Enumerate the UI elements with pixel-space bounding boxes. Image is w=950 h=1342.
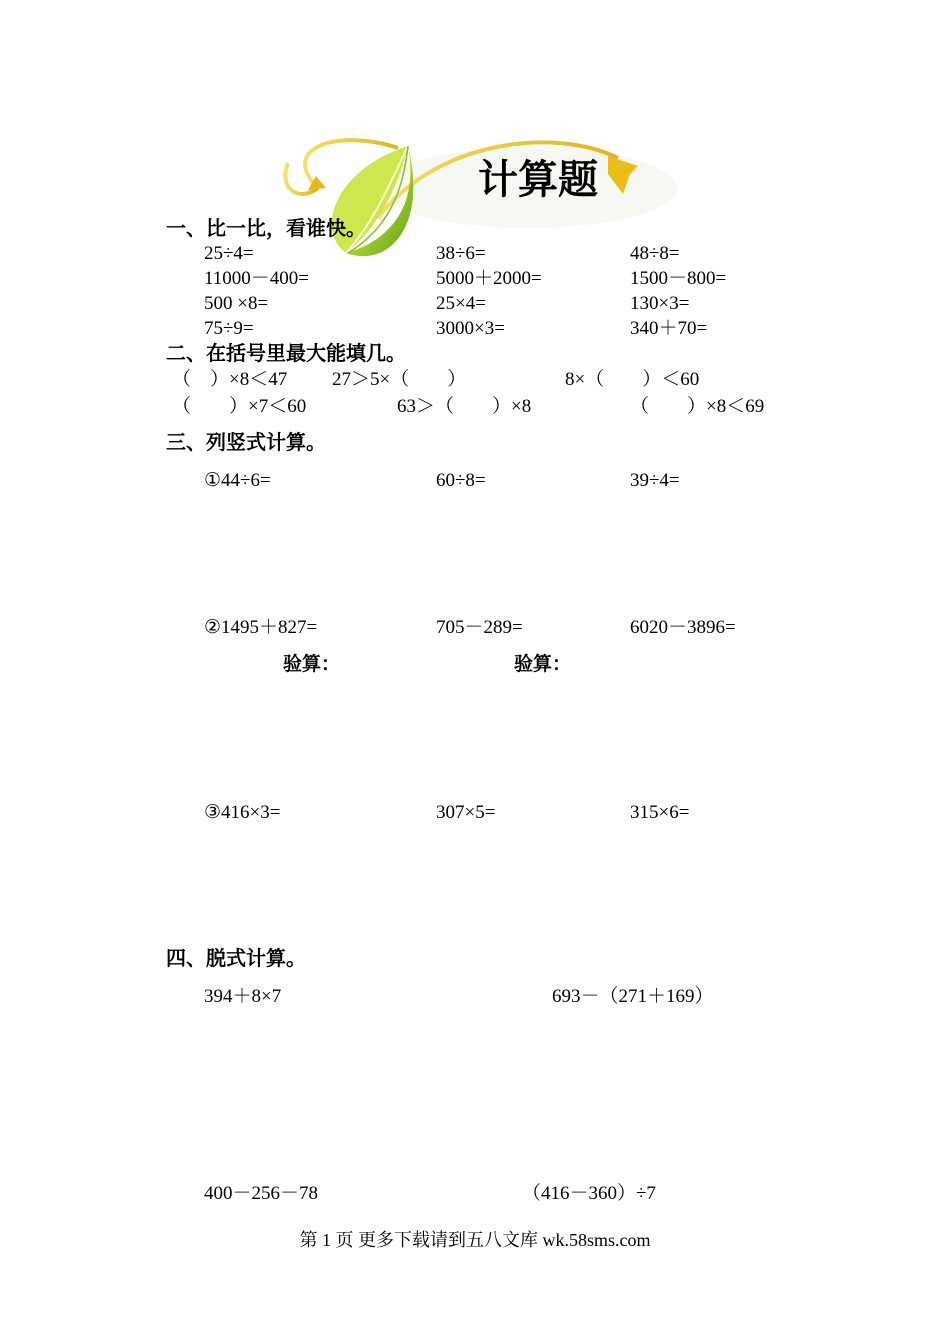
section3-item: 39÷4= xyxy=(630,470,680,491)
section2-item: 63＞（ ）×8 xyxy=(397,396,532,417)
section4-item: （416－360）÷7 xyxy=(522,1183,656,1204)
check-label: 验算： xyxy=(283,654,341,675)
section4-item: 400－256－78 xyxy=(204,1183,319,1204)
section1-item: 25×4= xyxy=(436,293,486,314)
section3-item: 307×5= xyxy=(436,802,496,823)
banner-title: 计算题 xyxy=(478,156,598,203)
section1-item: 38÷6= xyxy=(436,243,486,264)
section1-item: 25÷4= xyxy=(204,243,254,264)
section1-item: 5000＋2000= xyxy=(436,268,542,289)
section1-item: 500 ×8= xyxy=(204,293,269,314)
section2-item: 8×（ ）＜60 xyxy=(565,369,700,390)
section3-item: 705－289= xyxy=(436,617,523,638)
section3-item: 315×6= xyxy=(630,802,690,823)
section3-heading: 三、列竖式计算。 xyxy=(166,432,326,454)
section2-heading: 二、在括号里最大能填几。 xyxy=(166,343,406,365)
section1-item: 75÷9= xyxy=(204,318,254,339)
section1-item: 11000－400= xyxy=(204,268,310,289)
section2-item: 27＞5×（ ） xyxy=(332,369,467,390)
section2-item: （ ）×8＜69 xyxy=(630,396,765,417)
section4-heading: 四、脱式计算。 xyxy=(166,948,306,970)
section3-item: 60÷8= xyxy=(436,470,486,491)
section1-item: 48÷8= xyxy=(630,243,680,264)
section3-item: ②1495＋827= xyxy=(204,617,318,638)
section3-item: ③416×3= xyxy=(204,802,281,823)
section1-heading: 一、比一比，看谁快。 xyxy=(166,218,366,240)
page-footer: 第 1 页 更多下载请到五八文库 wk.58sms.com xyxy=(299,1230,651,1250)
section1-item: 1500－800= xyxy=(630,268,727,289)
section4-item: 394＋8×7 xyxy=(204,986,282,1007)
section1-item: 3000×3= xyxy=(436,318,505,339)
check-label: 验算： xyxy=(514,654,572,675)
section2-item: （ ）×8＜47 xyxy=(172,369,288,390)
section1-item: 130×3= xyxy=(630,293,690,314)
section3-item: 6020－3896= xyxy=(630,617,736,638)
section3-item: ①44÷6= xyxy=(204,470,271,491)
section4-item: 693－（271＋169） xyxy=(552,986,714,1007)
section2-item: （ ）×7＜60 xyxy=(172,396,307,417)
section1-item: 340＋70= xyxy=(630,318,708,339)
